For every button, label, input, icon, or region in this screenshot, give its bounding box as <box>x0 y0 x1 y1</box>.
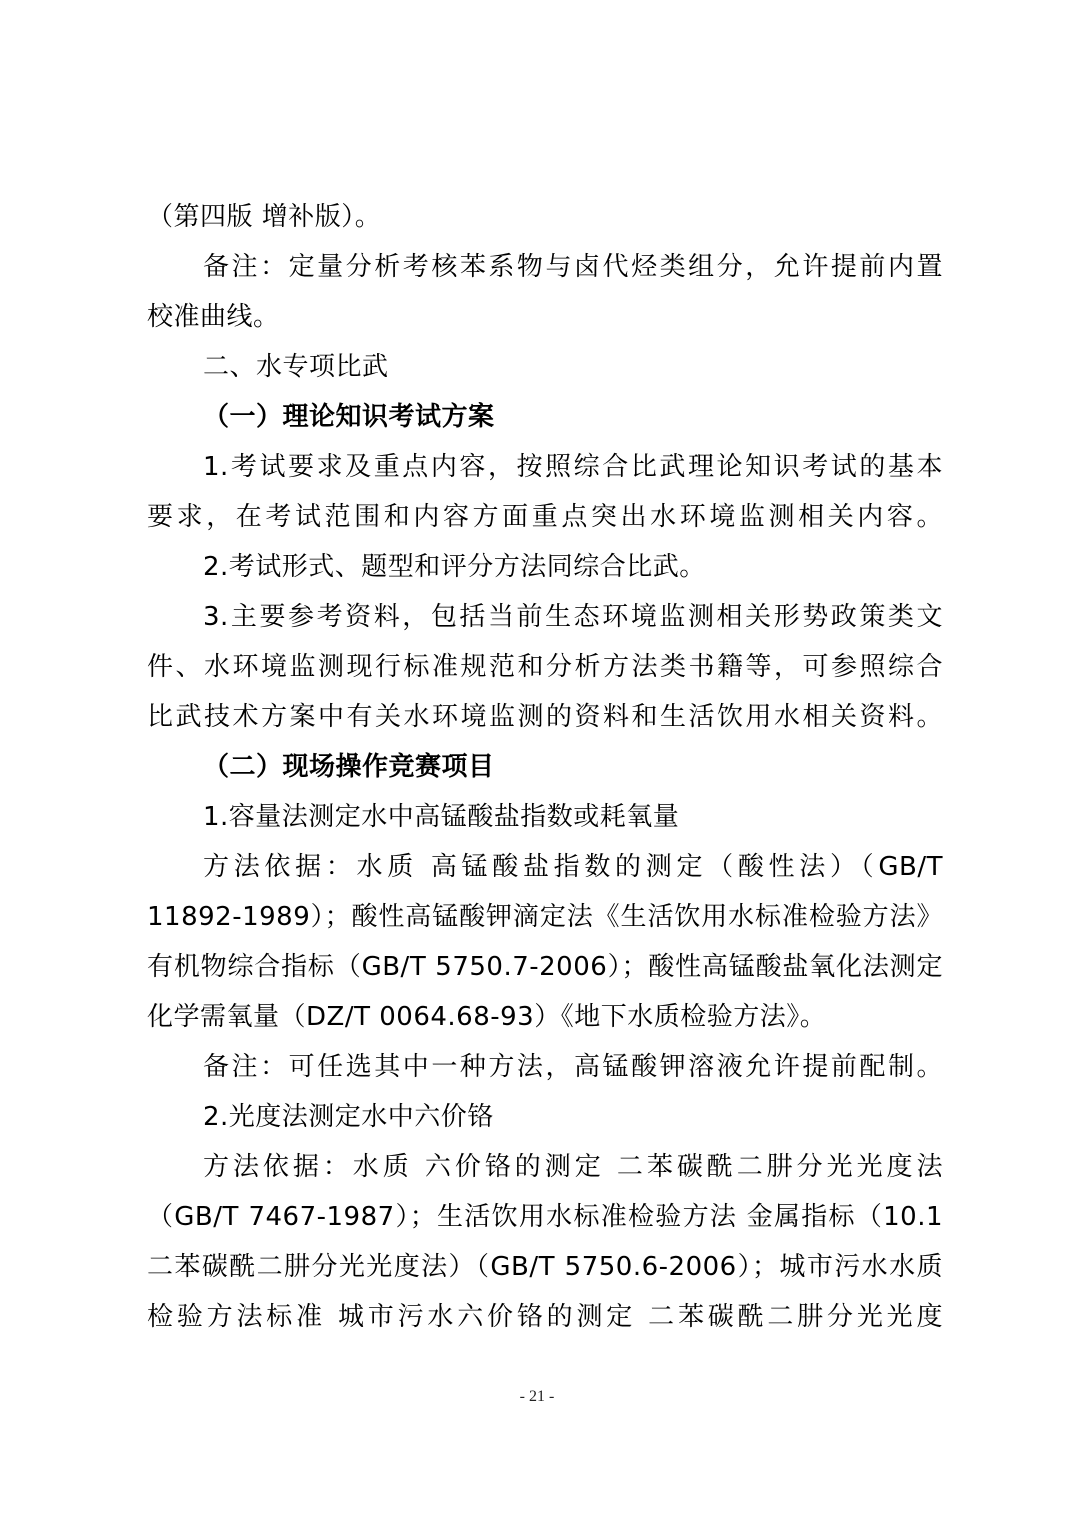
text-line: 件、水环境监测现行标准规范和分析方法类书籍等，可参照综合 <box>147 652 943 682</box>
text-line: （第四版 增补版）。 <box>147 202 382 232</box>
text-line: 11892-1989）；酸性高锰酸钾滴定法《生活饮用水标准检验方法》 <box>147 902 943 932</box>
subsection-heading: （二）现场操作竞赛项目 <box>203 752 495 782</box>
text-line: 有机物综合指标（GB/T 5750.7-2006）；酸性高锰酸盐氧化法测定 <box>147 952 943 982</box>
text-line: 比武技术方案中有关水环境监测的资料和生活饮用水相关资料。 <box>147 702 943 732</box>
text-line: 校准曲线。 <box>147 302 280 332</box>
item-heading: 1.容量法测定水中高锰酸盐指数或耗氧量 <box>203 802 680 832</box>
text-line: 备注：定量分析考核苯系物与卤代烃类组分，允许提前内置 <box>203 252 943 282</box>
text-line: 1.考试要求及重点内容，按照综合比武理论知识考试的基本 <box>203 452 943 482</box>
text-line: 3.主要参考资料，包括当前生态环境监测相关形势政策类文 <box>203 602 943 632</box>
section-heading: 二、水专项比武 <box>203 352 389 382</box>
text-line: 2.考试形式、题型和评分方法同综合比武。 <box>203 552 706 582</box>
text-line: 要求，在考试范围和内容方面重点突出水环境监测相关内容。 <box>147 502 943 532</box>
subsection-heading: （一）理论知识考试方案 <box>203 402 495 432</box>
text-line: 二苯碳酰二肼分光光度法）（GB/T 5750.6-2006）；城市污水水质 <box>147 1252 943 1282</box>
item-heading: 2.光度法测定水中六价铬 <box>203 1102 494 1132</box>
text-line: 备注：可任选其中一种方法，高锰酸钾溶液允许提前配制。 <box>203 1052 943 1082</box>
text-line: 方法依据：水质 六价铬的测定 二苯碳酰二肼分光光度法 <box>203 1152 943 1182</box>
text-line: 方法依据：水质 高锰酸盐指数的测定（酸性法）（GB/T <box>203 852 943 882</box>
text-line: （GB/T 7467-1987）；生活饮用水标准检验方法 金属指标（10.1 <box>147 1202 943 1232</box>
document-body <box>147 192 943 1342</box>
page-number: - 21 - <box>519 1388 555 1405</box>
text-line: 检验方法标准 城市污水六价铬的测定 二苯碳酰二肼分光光度 <box>147 1302 943 1332</box>
text-line: 化学需氧量（DZ/T 0064.68-93）《地下水质检验方法》。 <box>147 1002 827 1032</box>
